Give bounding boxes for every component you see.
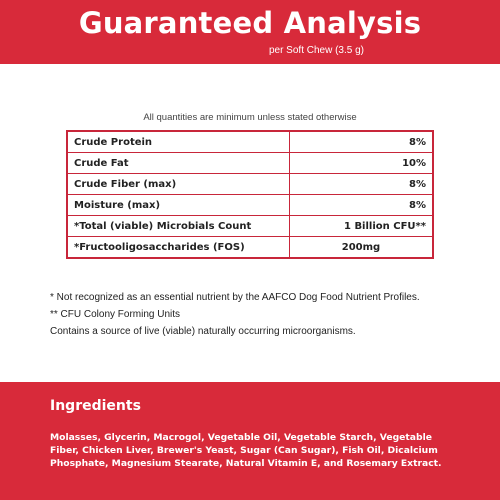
ingredients-list: Molasses, Glycerin, Macrogol, Vegetable Oil, Vegetable Starch, Vegetable Fiber, Chicken Liver, Brewer's Yeast, Sugar (Can Sugar), Fish Oil, Dicalcium Phosphate, Magnesium Stearate, Natural Vitamin E, and Rosemary Extract. [50,432,442,469]
nutrient-value: 200mg [290,237,434,259]
nutrient-name: Crude Fat [67,153,290,174]
table-row [67,216,433,237]
nutrient-value: 8% [290,174,434,195]
nutrient-name: Crude Fiber (max) [67,174,290,195]
page-title: Guaranteed Analysis [78,6,422,40]
table-row [67,195,433,216]
ingredients-panel [0,382,500,500]
footnotes [50,289,420,340]
footnote-cfu: ** CFU Colony Forming Units [50,309,181,320]
table-row [67,153,433,174]
nutrient-value: 10% [290,153,434,174]
nutrient-value: 1 Billion CFU** [290,216,434,237]
page-subtitle: per Soft Chew (3.5 g) [268,45,364,56]
nutrient-name: *Fructooligosaccharides (FOS) [67,237,290,259]
nutrient-name: *Total (viable) Microbials Count [67,216,290,237]
table-row [67,174,433,195]
header-banner [0,0,500,64]
nutrient-name: Moisture (max) [67,195,290,216]
nutrient-name: Crude Protein [67,131,290,153]
guaranteed-analysis-table [66,130,434,259]
table-row [67,237,433,259]
footnote-aafco: * Not recognized as an essential nutrient by the AAFCO Dog Food Nutrient Profiles. [50,292,420,303]
nutrient-value: 8% [290,195,434,216]
footnote-microorganisms: Contains a source of live (viable) naturally occurring microorganisms. [50,326,356,337]
ingredients-heading: Ingredients [50,398,141,414]
minimum-quantities-note: All quantities are minimum unless stated otherwise [143,112,357,123]
nutrient-value: 8% [290,131,434,153]
table-row [67,131,433,153]
